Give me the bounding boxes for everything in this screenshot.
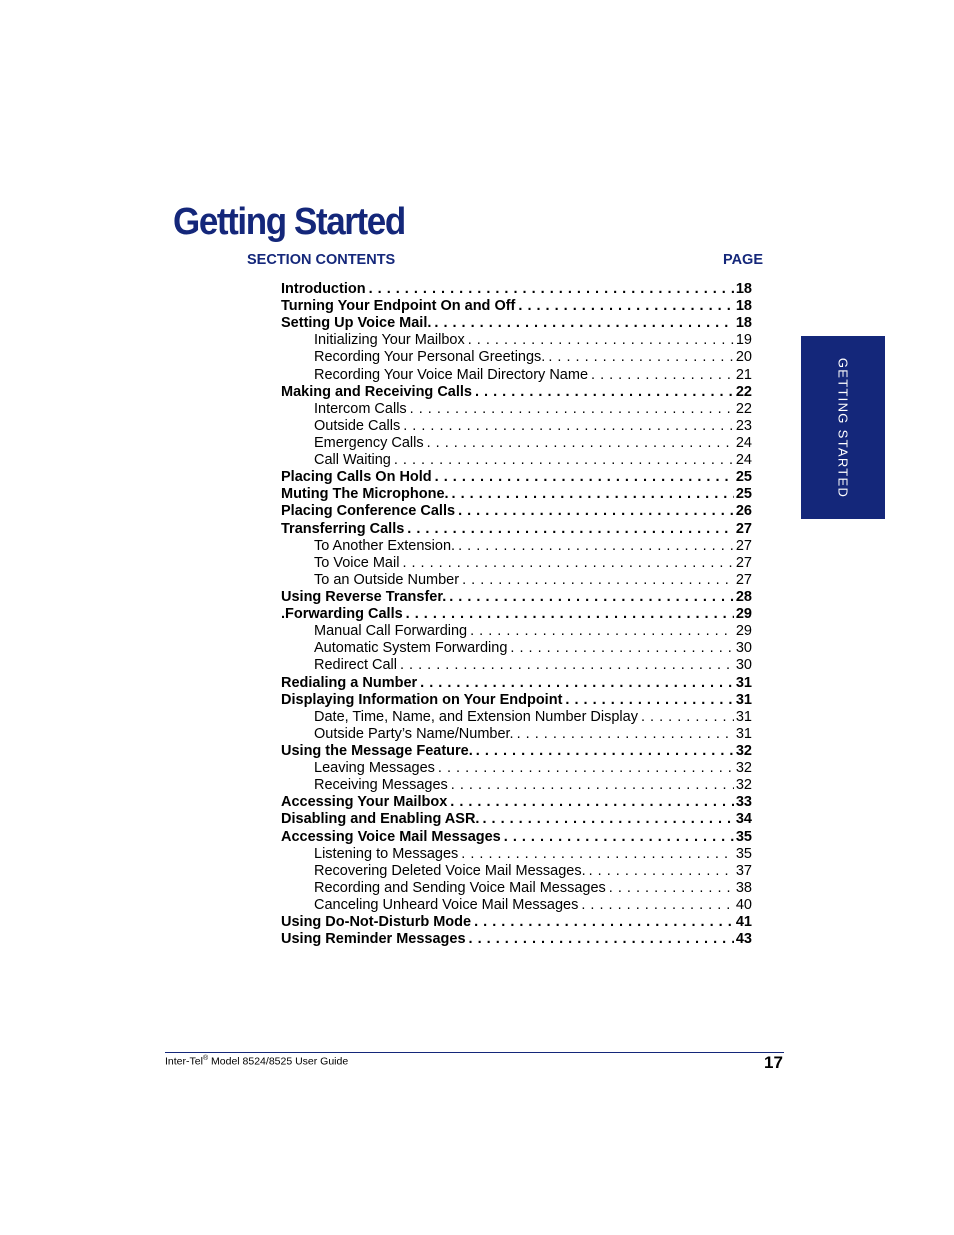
toc-entry-page: 24	[735, 434, 752, 451]
section-contents-label: SECTION CONTENTS	[247, 252, 396, 268]
toc-entry-title: Outside Party’s Name/Number.	[314, 725, 514, 742]
toc-entry[interactable]	[281, 589, 752, 606]
toc-entry[interactable]	[281, 709, 752, 726]
page-title: Getting Started	[173, 201, 405, 243]
toc-entry-page: 33	[735, 794, 752, 811]
toc-entry-title: Using the Message Feature.	[281, 742, 473, 759]
toc-entry-page: 22	[735, 400, 752, 417]
footer-divider	[165, 1052, 784, 1053]
toc-entry-title: Emergency Calls	[314, 434, 424, 451]
toc-entry[interactable]	[281, 863, 752, 880]
toc-entry-page: 22	[735, 383, 752, 400]
registered-mark: ®	[202, 1055, 209, 1062]
toc-entry-title: Manual Call Forwarding	[314, 623, 468, 640]
toc-entry[interactable]	[281, 811, 752, 828]
toc-entry[interactable]	[281, 760, 752, 777]
toc-entry[interactable]	[281, 623, 752, 640]
toc-entry-page: 27	[735, 520, 752, 537]
toc-dot-leader	[565, 692, 733, 709]
toc-entry-title: Muting The Microphone.	[281, 486, 449, 503]
toc-entry[interactable]	[281, 332, 752, 349]
toc-entry[interactable]	[281, 743, 752, 760]
toc-entry-page: 26	[735, 503, 752, 520]
toc-entry-page: 32	[735, 742, 752, 759]
toc-entry[interactable]	[281, 555, 752, 572]
toc-entry[interactable]	[281, 435, 752, 452]
toc-entry-title: Transferring Calls	[281, 520, 405, 537]
toc-entry[interactable]	[281, 931, 752, 948]
toc-entry-title: Using Do-Not-Disturb Mode	[281, 914, 472, 931]
side-tab-label: GETTING STARTED	[835, 357, 851, 498]
toc-entry-title: To an Outside Number	[314, 571, 460, 588]
toc-dot-leader	[458, 503, 734, 520]
toc-entry-page: 30	[735, 640, 752, 657]
toc-entry-page: 35	[735, 845, 752, 862]
toc-dot-leader	[609, 880, 734, 897]
toc-entry[interactable]	[281, 349, 752, 366]
toc-entry[interactable]	[281, 640, 752, 657]
toc-dot-leader	[438, 760, 734, 777]
toc-entry-page: 19	[735, 332, 752, 349]
toc-entry-title: Redialing a Number	[281, 674, 418, 691]
toc-entry[interactable]	[281, 846, 752, 863]
toc-entry[interactable]	[281, 486, 752, 503]
toc-entry-title: Automatic System Forwarding	[314, 640, 508, 657]
toc-entry[interactable]	[281, 606, 752, 623]
toc-entry-page: 31	[735, 708, 752, 725]
toc-entry-title: Listening to Messages	[314, 845, 459, 862]
toc-entry[interactable]	[281, 469, 752, 486]
footer-brand: Inter-Tel	[165, 1055, 203, 1068]
toc-entry[interactable]	[281, 692, 752, 709]
toc-entry[interactable]	[281, 794, 752, 811]
toc-entry-title: Making and Receiving Calls	[281, 383, 472, 400]
toc-entry-page: 29	[735, 623, 752, 640]
toc-entry-title: Accessing Your Mailbox	[281, 794, 448, 811]
toc-entry-page: 27	[735, 571, 752, 588]
toc-dot-leader	[420, 675, 734, 692]
toc-entry-title: Placing Calls On Hold	[281, 469, 432, 486]
toc-entry-page: 32	[735, 760, 752, 777]
toc-entry-page: 30	[735, 657, 752, 674]
toc-entry-page: 35	[735, 828, 752, 845]
toc-entry-title: Date, Time, Name, and Extension Number Display	[314, 708, 638, 725]
toc-entry[interactable]	[281, 777, 752, 794]
toc-entry-page: 29	[735, 606, 752, 623]
toc-entry-title: Recording and Sending Voice Mail Messages	[314, 879, 606, 896]
page-column-label: PAGE	[722, 252, 763, 268]
toc-entry-page: 18	[735, 281, 752, 297]
toc-entry-title: To Another Extension.	[314, 537, 456, 554]
toc-dot-leader	[591, 367, 734, 384]
toc-dot-leader	[548, 349, 734, 366]
toc-entry-page: 31	[735, 691, 752, 708]
toc-entry[interactable]	[281, 315, 752, 332]
section-contents-header	[247, 252, 763, 268]
toc-entry-page: 31	[735, 674, 752, 691]
toc-entry-page: 40	[735, 896, 752, 913]
toc-entry[interactable]	[281, 452, 752, 469]
toc-entry[interactable]	[281, 880, 752, 897]
footer-guide-title	[165, 1055, 348, 1068]
toc-entry-page: 25	[735, 469, 752, 486]
toc-dot-leader	[406, 606, 734, 623]
toc-entry-page: 38	[735, 879, 752, 896]
toc-dot-leader	[407, 521, 734, 538]
toc-dot-leader	[434, 315, 733, 332]
toc-dot-leader	[517, 726, 734, 743]
toc-entry-title: Outside Calls	[314, 417, 401, 434]
toc-dot-leader	[452, 486, 734, 503]
toc-entry-page: 43	[735, 931, 752, 948]
toc-entry-page: 24	[735, 452, 752, 469]
toc-entry-title: .Forwarding Calls	[281, 606, 403, 623]
toc-dot-leader	[410, 401, 734, 418]
toc-entry[interactable]	[281, 726, 752, 743]
toc-entry[interactable]	[281, 521, 752, 538]
toc-entry-page: 18	[735, 315, 752, 332]
toc-entry-title: Initializing Your Mailbox	[314, 332, 465, 349]
toc-dot-leader	[400, 657, 734, 674]
toc-dot-leader	[427, 435, 734, 452]
toc-entry-title: Displaying Information on Your Endpoint	[281, 691, 563, 708]
page-number: 17	[764, 1053, 783, 1072]
toc-dot-leader	[394, 452, 734, 469]
toc-dot-leader	[468, 332, 734, 349]
toc-entry[interactable]	[281, 657, 752, 674]
toc-entry[interactable]	[281, 829, 752, 846]
toc-dot-leader	[462, 572, 734, 589]
toc-entry-page: 20	[735, 349, 752, 366]
toc-dot-leader	[482, 811, 733, 828]
toc-entry[interactable]	[281, 914, 752, 931]
toc-dot-leader	[476, 743, 734, 760]
toc-entry[interactable]	[281, 298, 752, 315]
toc-entry-title: Setting Up Voice Mail.	[281, 315, 432, 332]
toc-dot-leader	[461, 846, 734, 863]
toc-dot-leader	[458, 538, 734, 555]
toc-entry-title: Using Reverse Transfer.	[281, 588, 447, 605]
toc-dot-leader	[369, 281, 734, 298]
toc-entry[interactable]	[281, 503, 752, 520]
section-side-tab	[801, 336, 885, 519]
toc-dot-leader	[589, 863, 734, 880]
toc-entry-title: Receiving Messages	[314, 777, 448, 794]
toc-entry-title: Redirect Call	[314, 657, 397, 674]
toc-entry[interactable]	[281, 367, 752, 384]
toc-dot-leader	[403, 418, 734, 435]
toc-entry-page: 18	[735, 298, 752, 315]
toc-entry-title: Disabling and Enabling ASR.	[281, 811, 480, 828]
toc-entry-page: 32	[735, 777, 752, 794]
toc-entry-page: 21	[735, 366, 752, 383]
toc-dot-leader	[435, 469, 734, 486]
toc-entry[interactable]	[281, 418, 752, 435]
toc-entry-page: 27	[735, 554, 752, 571]
toc-entry-page: 34	[735, 811, 752, 828]
toc-entry-title: Canceling Unheard Voice Mail Messages	[314, 896, 579, 913]
toc-entry[interactable]	[281, 675, 752, 692]
toc-entry[interactable]	[281, 281, 752, 298]
toc-entry[interactable]	[281, 384, 752, 401]
toc-dot-leader	[469, 931, 734, 948]
toc-dot-leader	[451, 777, 734, 794]
toc-entry-title: Placing Conference Calls	[281, 503, 456, 520]
toc-entry-page: 27	[735, 537, 752, 554]
toc-entry[interactable]	[281, 401, 752, 418]
toc-entry[interactable]	[281, 538, 752, 555]
toc-entry-title: Accessing Voice Mail Messages	[281, 828, 501, 845]
table-of-contents	[281, 281, 752, 948]
toc-dot-leader	[504, 829, 734, 846]
toc-entry-page: 25	[735, 486, 752, 503]
toc-entry-page: 28	[735, 588, 752, 605]
toc-dot-leader	[474, 914, 734, 931]
toc-entry[interactable]	[281, 572, 752, 589]
toc-entry-title: Leaving Messages	[314, 760, 435, 777]
toc-entry[interactable]	[281, 897, 752, 914]
toc-entry-page: 37	[735, 862, 752, 879]
toc-entry-title: Introduction	[281, 281, 366, 297]
toc-entry-title: Recording Your Voice Mail Directory Name	[314, 366, 589, 383]
toc-dot-leader	[641, 709, 734, 726]
toc-dot-leader	[470, 623, 734, 640]
toc-entry-page: 31	[735, 725, 752, 742]
toc-entry-title: Call Waiting	[314, 452, 391, 469]
toc-entry-page: 23	[735, 417, 752, 434]
toc-entry-title: Using Reminder Messages	[281, 931, 466, 948]
toc-dot-leader	[581, 897, 733, 914]
toc-entry-page: 41	[735, 914, 752, 931]
toc-dot-leader	[475, 384, 734, 401]
toc-entry-title: Intercom Calls	[314, 400, 407, 417]
footer-guide-name: Model 8524/8525 User Guide	[208, 1055, 349, 1068]
toc-entry-title: Recording Your Personal Greetings.	[314, 349, 546, 366]
toc-dot-leader	[510, 640, 733, 657]
toc-dot-leader	[450, 794, 734, 811]
toc-dot-leader	[402, 555, 733, 572]
toc-entry-title: To Voice Mail	[314, 554, 400, 571]
toc-entry-title: Turning Your Endpoint On and Off	[281, 298, 516, 315]
toc-dot-leader	[518, 298, 733, 315]
toc-dot-leader	[449, 589, 734, 606]
toc-entry-title: Recovering Deleted Voice Mail Messages.	[314, 862, 586, 879]
